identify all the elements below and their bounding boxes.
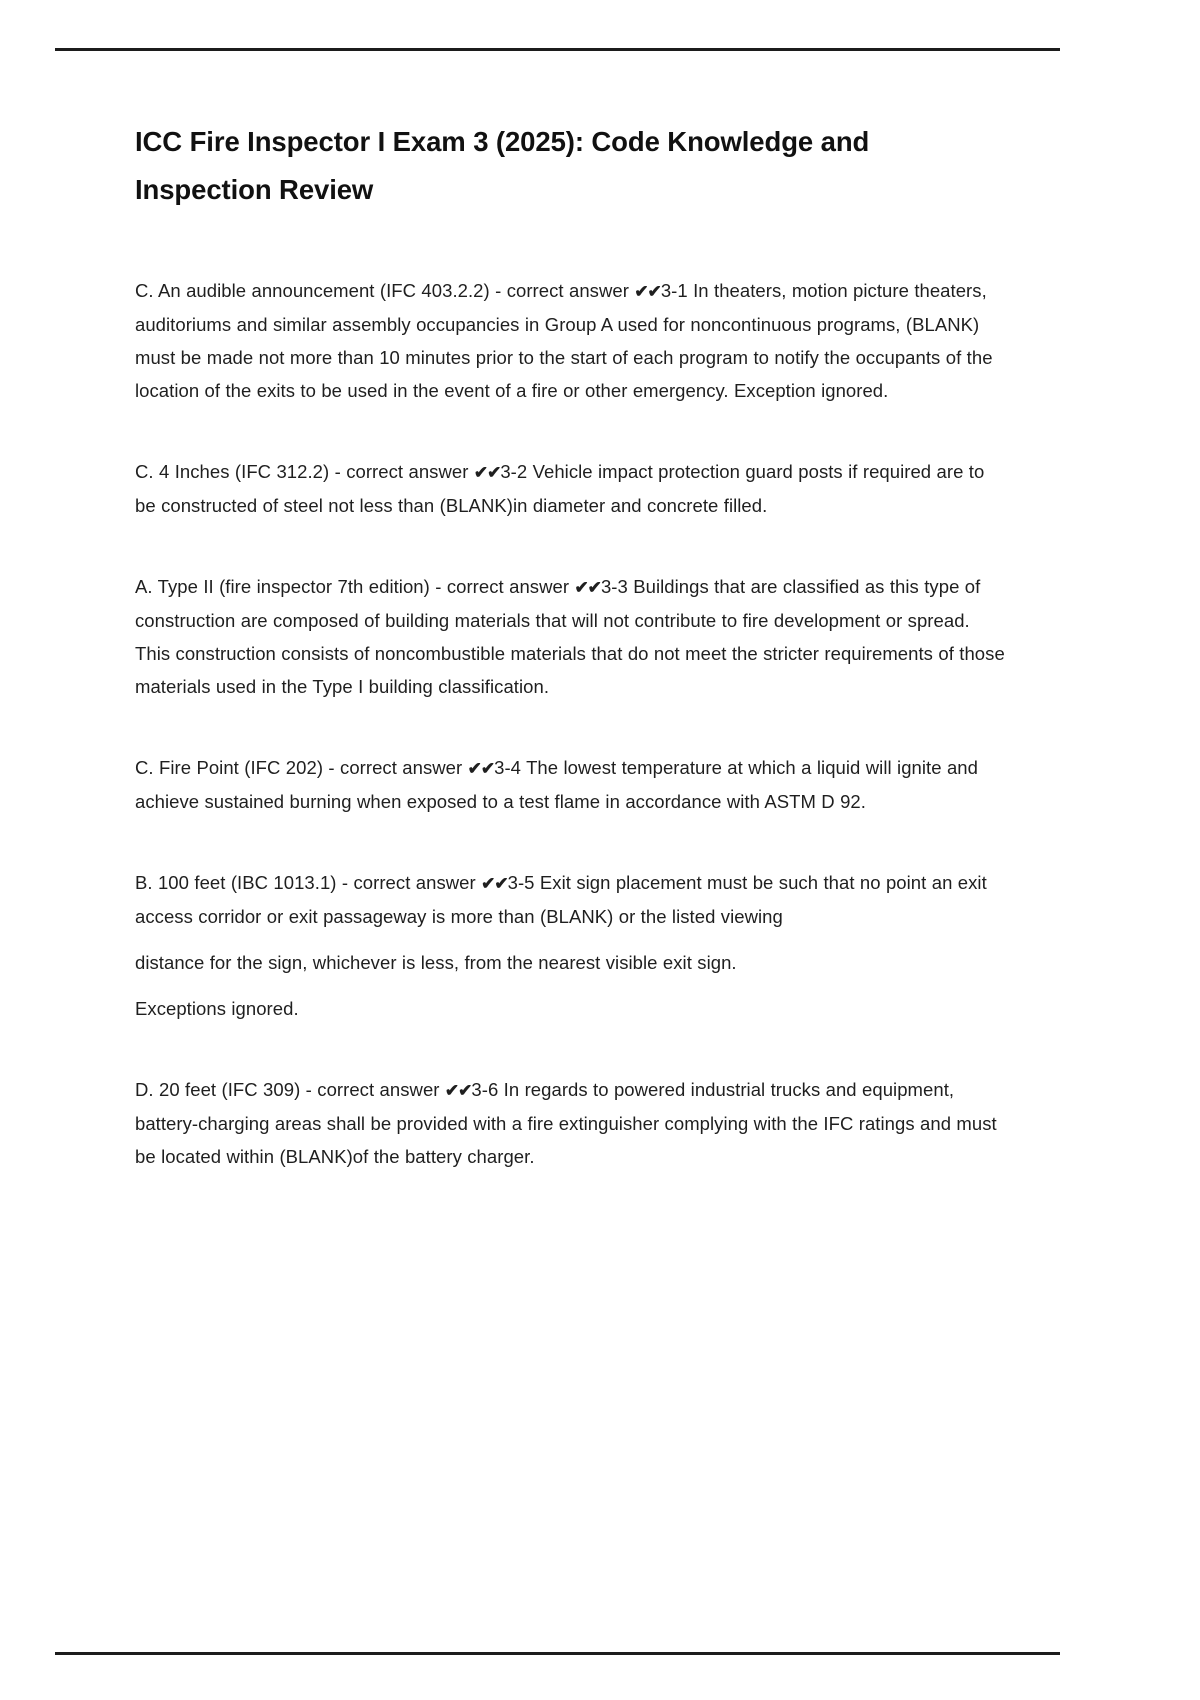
double-check-icon: ✔✔	[444, 1081, 472, 1100]
question-text-3-3: 3-3 Buildings that are classified as this type of construction are composed of building materials that will not contribute to fire development or spread. This construction consists of noncombustible materials that do not meet the stricter requirements of those materials used in the Type I building classification.	[135, 576, 1005, 697]
answer-text-3-2: C. 4 Inches (IFC 312.2) - correct answer	[135, 461, 474, 482]
qa-item-3-5	[135, 866, 1007, 933]
qa-item-3-5-continuation: distance for the sign, whichever is less, from the nearest visible exit sign.	[135, 952, 737, 973]
page-title: ICC Fire Inspector I Exam 3 (2025): Code Knowledge and Inspection Review	[135, 126, 870, 205]
qa-item-3-4	[135, 751, 1007, 818]
answer-text-3-3: A. Type II (fire inspector 7th edition) - correct answer	[135, 576, 575, 597]
answer-text-3-4: C. Fire Point (IFC 202) - correct answer	[135, 757, 468, 778]
qa-list	[135, 274, 1007, 1173]
document-content	[135, 118, 1007, 1173]
question-text-3-6: 3-6 In regards to powered industrial trucks and equipment, battery-charging areas shall be provided with a fire extinguisher complying with the IFC ratings and must be located within (BLANK)of the battery charger.	[135, 1079, 997, 1167]
answer-text-3-6: D. 20 feet (IFC 309) - correct answer	[135, 1079, 445, 1100]
footer-divider	[55, 1652, 1060, 1655]
question-text-3-4: 3-4 The lowest temperature at which a liquid will ignite and achieve sustained burning when exposed to a test flame in accordance with ASTM D 92.	[135, 757, 978, 812]
qa-item-3-5-note: Exceptions ignored.	[135, 998, 299, 1019]
qa-item-3-6	[135, 1073, 1007, 1173]
qa-item-3-2	[135, 455, 1007, 522]
qa-item-3-3	[135, 570, 1007, 703]
question-text-3-5: 3-5 Exit sign placement must be such that no point an exit access corridor or exit passageway is more than (BLANK) or the listed viewing	[135, 872, 987, 927]
header-divider	[55, 48, 1060, 51]
answer-text-3-1: C. An audible announcement (IFC 403.2.2) - correct answer	[135, 280, 635, 301]
double-check-icon: ✔✔	[634, 282, 661, 301]
double-check-icon: ✔✔	[473, 463, 501, 482]
qa-item-3-1	[135, 274, 1007, 407]
double-check-icon: ✔✔	[467, 759, 495, 778]
double-check-icon: ✔✔	[574, 578, 601, 597]
double-check-icon: ✔✔	[481, 874, 508, 893]
question-text-3-2: 3-2 Vehicle impact protection guard posts if required are to be constructed of steel not less than (BLANK)in diameter and concrete filled.	[135, 461, 985, 516]
answer-text-3-5: B. 100 feet (IBC 1013.1) - correct answer	[135, 872, 482, 893]
question-text-3-1: 3-1 In theaters, motion picture theaters, auditoriums and similar assembly occupancies in Group A used for noncontinuous programs, (BLANK) must be made not more than 10 minutes prior to the start of each program to notify the occupants of the location of the exits to be used in the event of a fire or other emergency. Exception ignored.	[135, 280, 993, 401]
